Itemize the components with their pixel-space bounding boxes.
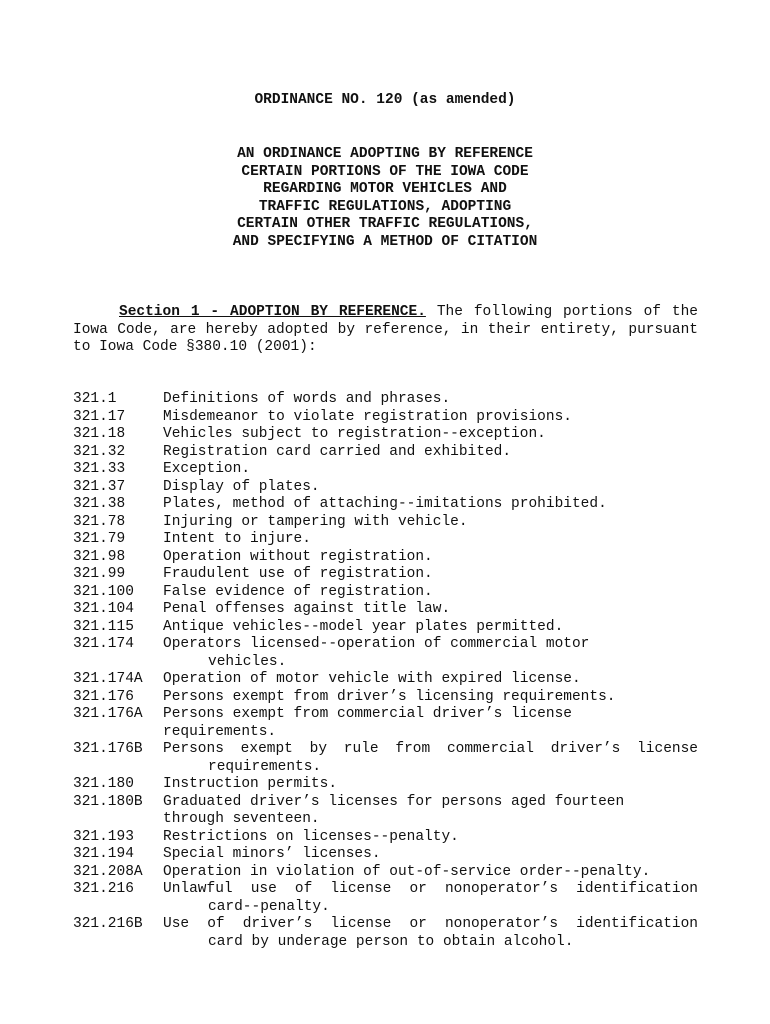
provision-description bbox=[163, 636, 698, 671]
provision-description-line: Plates, method of attaching--imitations prohibited. bbox=[163, 496, 607, 512]
provision-row bbox=[73, 741, 698, 776]
provision-number: 321.18 bbox=[73, 426, 126, 442]
provision-row bbox=[73, 426, 698, 444]
provision-row bbox=[73, 531, 698, 549]
provision-row bbox=[73, 566, 698, 584]
provision-description-line: Use of driver’s license or nonoperator’s identification bbox=[163, 916, 698, 932]
provision-description bbox=[163, 426, 698, 444]
provision-description-line: Instruction permits. bbox=[163, 776, 338, 792]
provision-description-line: Misdemeanor to violate registration provisions. bbox=[163, 408, 572, 425]
provision-description-line: Display of plates. bbox=[163, 478, 320, 495]
provision-description bbox=[163, 409, 698, 427]
provision-row bbox=[73, 864, 698, 882]
subtitle-line: AN ORDINANCE ADOPTING BY REFERENCE bbox=[237, 146, 533, 162]
provision-description-continuation: card by underage person to obtain alcohol. bbox=[208, 933, 574, 950]
provision-description bbox=[163, 864, 698, 882]
provision-description-line: Exception. bbox=[163, 461, 251, 477]
provision-description-continuation: through seventeen. bbox=[163, 811, 320, 827]
ordinance-subtitle bbox=[0, 146, 770, 251]
provision-number: 321.176A bbox=[73, 706, 143, 722]
provision-description bbox=[163, 444, 698, 462]
provision-description-continuation: card--penalty. bbox=[208, 898, 330, 915]
provision-number: 321.33 bbox=[73, 461, 126, 477]
section-1-text: The following portions of the Iowa Code, are hereby adopted by reference, in their entirety, pursuant to Iowa Code §380.10 (2001): bbox=[73, 304, 698, 355]
provision-description-line: Vehicles subject to registration--exception. bbox=[163, 426, 546, 442]
provision-description-line: Penal offenses against title law. bbox=[163, 601, 451, 617]
provision-number: 321.1 bbox=[73, 391, 117, 407]
provision-description bbox=[163, 794, 698, 829]
provision-row bbox=[73, 881, 698, 916]
provision-number: 321.37 bbox=[73, 478, 126, 495]
provision-description bbox=[163, 514, 698, 532]
provision-description-line: Antique vehicles--model year plates permitted. bbox=[163, 618, 564, 635]
provision-description-line: Persons exempt from driver’s licensing requirements. bbox=[163, 688, 616, 705]
provision-description bbox=[163, 496, 698, 514]
provision-number: 321.176 bbox=[73, 688, 134, 705]
provision-description bbox=[163, 566, 698, 584]
provision-description-line: Special minors’ licenses. bbox=[163, 846, 381, 862]
provision-number: 321.38 bbox=[73, 496, 126, 512]
provision-row bbox=[73, 794, 698, 829]
ordinance-title: ORDINANCE NO. 120 (as amended) bbox=[254, 92, 516, 108]
provision-description-line: Definitions of words and phrases. bbox=[163, 391, 451, 407]
provisions-list bbox=[73, 391, 698, 951]
provision-number: 321.17 bbox=[73, 408, 126, 425]
provision-number: 321.194 bbox=[73, 846, 134, 862]
provision-number: 321.216 bbox=[73, 881, 134, 897]
provision-description-line: Unlawful use of license or nonoperator’s identification bbox=[163, 881, 698, 897]
provision-number: 321.174 bbox=[73, 636, 134, 652]
provision-number: 321.100 bbox=[73, 583, 134, 600]
provision-description bbox=[163, 619, 698, 637]
provision-row bbox=[73, 584, 698, 602]
subtitle-line: AND SPECIFYING A METHOD OF CITATION bbox=[232, 233, 538, 250]
provision-description-line: Operation in violation of out-of-service order--penalty. bbox=[163, 863, 651, 880]
provision-description-line: Persons exempt by rule from commercial driver’s license bbox=[163, 741, 698, 757]
section-1-heading: Section 1 - ADOPTION BY REFERENCE. bbox=[119, 304, 426, 320]
provision-description bbox=[163, 531, 698, 549]
provision-row bbox=[73, 496, 698, 514]
subtitle-line: REGARDING MOTOR VEHICLES AND bbox=[263, 181, 507, 197]
section-1-paragraph bbox=[73, 304, 698, 357]
provision-description bbox=[163, 916, 698, 951]
provision-row bbox=[73, 409, 698, 427]
provision-description bbox=[163, 479, 698, 497]
provision-description bbox=[163, 741, 698, 776]
provision-number: 321.216B bbox=[73, 916, 143, 932]
provision-number: 321.104 bbox=[73, 601, 134, 617]
subtitle-line: CERTAIN OTHER TRAFFIC REGULATIONS, bbox=[237, 216, 533, 232]
subtitle-line: TRAFFIC REGULATIONS, ADOPTING bbox=[258, 198, 512, 215]
provision-number: 321.193 bbox=[73, 828, 134, 845]
provision-description bbox=[163, 671, 698, 689]
provision-description bbox=[163, 601, 698, 619]
provision-description-line: Fraudulent use of registration. bbox=[163, 566, 433, 582]
provision-row bbox=[73, 706, 698, 741]
provision-description bbox=[163, 391, 698, 409]
provision-number: 321.115 bbox=[73, 618, 134, 635]
provision-row bbox=[73, 689, 698, 707]
provision-description bbox=[163, 549, 698, 567]
provision-row bbox=[73, 461, 698, 479]
provision-description-line: Restrictions on licenses--penalty. bbox=[163, 828, 459, 845]
provision-number: 321.180 bbox=[73, 776, 134, 792]
provision-description bbox=[163, 461, 698, 479]
provision-description-line: Operation without registration. bbox=[163, 548, 433, 565]
provision-description-line: Operation of motor vehicle with expired license. bbox=[163, 671, 581, 687]
provision-description-continuation: requirements. bbox=[208, 758, 322, 775]
provision-description-line: Registration card carried and exhibited. bbox=[163, 443, 512, 460]
provision-row bbox=[73, 776, 698, 794]
provision-description-line: Operators licensed--operation of commercial motor bbox=[163, 636, 590, 652]
provision-number: 321.180B bbox=[73, 793, 143, 810]
provision-description bbox=[163, 584, 698, 602]
provision-row bbox=[73, 671, 698, 689]
provision-description bbox=[163, 776, 698, 794]
provision-row bbox=[73, 514, 698, 532]
provision-row bbox=[73, 479, 698, 497]
provision-number: 321.32 bbox=[73, 443, 126, 460]
provision-row bbox=[73, 444, 698, 462]
provision-number: 321.79 bbox=[73, 531, 126, 547]
provision-row bbox=[73, 636, 698, 671]
provision-description-line: False evidence of registration. bbox=[163, 583, 433, 600]
provision-description-line: Graduated driver’s licenses for persons aged fourteen bbox=[163, 793, 625, 810]
provision-description-continuation: vehicles. bbox=[208, 653, 287, 670]
provision-number: 321.98 bbox=[73, 548, 126, 565]
provision-number: 321.99 bbox=[73, 566, 126, 582]
provision-number: 321.208A bbox=[73, 863, 143, 880]
provision-description bbox=[163, 846, 698, 864]
provision-row bbox=[73, 601, 698, 619]
subtitle-line: CERTAIN PORTIONS OF THE IOWA CODE bbox=[241, 163, 529, 180]
provision-description bbox=[163, 829, 698, 847]
provision-description-continuation: requirements. bbox=[163, 723, 277, 740]
provision-description-line: Persons exempt from commercial driver’s license bbox=[163, 706, 572, 722]
provision-row bbox=[73, 846, 698, 864]
provision-row bbox=[73, 549, 698, 567]
provision-description-line: Injuring or tampering with vehicle. bbox=[163, 513, 468, 530]
provision-number: 321.78 bbox=[73, 513, 126, 530]
provision-number: 321.176B bbox=[73, 741, 143, 757]
provision-number: 321.174A bbox=[73, 671, 143, 687]
provision-description bbox=[163, 706, 698, 741]
provision-row bbox=[73, 916, 698, 951]
provision-description bbox=[163, 689, 698, 707]
provision-description bbox=[163, 881, 698, 916]
provision-row bbox=[73, 391, 698, 409]
provision-row bbox=[73, 619, 698, 637]
provision-row bbox=[73, 829, 698, 847]
provision-description-line: Intent to injure. bbox=[163, 531, 311, 547]
